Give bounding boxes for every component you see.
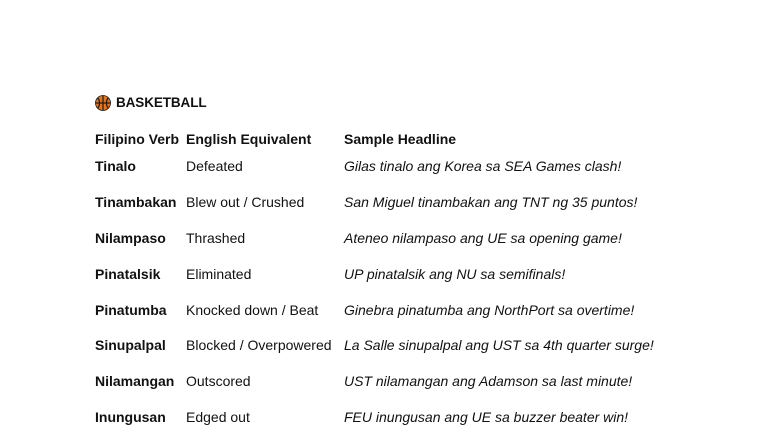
filipino-verb-cell: Nilampaso xyxy=(95,229,166,246)
header-filipino-verb: Filipino Verb xyxy=(95,131,180,147)
sample-headline-cell: UP pinatalsik ang NU sa semifinals! xyxy=(344,265,566,282)
english-equivalent-cell: Thrashed xyxy=(186,229,246,246)
sample-headline-cell: San Miguel tinambakan ang TNT ng 35 puntos! xyxy=(344,193,638,210)
section-title: BASKETBALL xyxy=(116,95,207,110)
english-equivalent-cell: Eliminated xyxy=(186,265,252,282)
filipino-verb-cell: Inungusan xyxy=(95,409,166,426)
filipino-verb-cell: Tinambakan xyxy=(95,193,177,210)
english-equivalent-cell: Defeated xyxy=(186,157,243,174)
table-row xyxy=(95,184,695,220)
table-row xyxy=(95,220,695,256)
english-equivalent-cell: Outscored xyxy=(186,373,251,390)
sample-headline-cell: FEU inungusan ang UE sa buzzer beater win! xyxy=(344,409,629,426)
sample-headline-cell: La Salle sinupalpal ang UST sa 4th quarter surge! xyxy=(344,337,654,354)
header-english-equivalent: English Equivalent xyxy=(186,131,312,147)
header-sample-headline: Sample Headline xyxy=(344,131,457,147)
sample-headline-cell: Ginebra pinatumba ang NorthPort sa overtime! xyxy=(344,301,635,318)
table-row xyxy=(95,327,695,363)
sample-headline-cell: Ateneo nilampaso ang UE sa opening game! xyxy=(344,229,622,246)
table-row xyxy=(95,292,695,328)
english-equivalent-cell: Knocked down / Beat xyxy=(186,301,319,318)
filipino-verb-cell: Sinupalpal xyxy=(95,337,166,354)
section-header xyxy=(95,94,207,112)
sample-headline-cell: UST nilamangan ang Adamson sa last minute! xyxy=(344,373,633,390)
english-equivalent-cell: Blew out / Crushed xyxy=(186,193,305,210)
table-row xyxy=(95,363,695,399)
filipino-verb-cell: Tinalo xyxy=(95,157,136,174)
filipino-verb-cell: Nilamangan xyxy=(95,373,175,390)
table-row xyxy=(95,256,695,292)
filipino-verb-cell: Pinatumba xyxy=(95,301,167,318)
verb-table xyxy=(95,130,695,435)
basketball-icon xyxy=(95,95,111,111)
english-equivalent-cell: Blocked / Overpowered xyxy=(186,337,332,354)
table-header-row xyxy=(95,130,695,148)
filipino-verb-cell: Pinatalsik xyxy=(95,265,161,282)
table-row xyxy=(95,148,695,184)
english-equivalent-cell: Edged out xyxy=(186,409,250,426)
table-row xyxy=(95,399,695,435)
sample-headline-cell: Gilas tinalo ang Korea sa SEA Games clash! xyxy=(344,157,622,174)
